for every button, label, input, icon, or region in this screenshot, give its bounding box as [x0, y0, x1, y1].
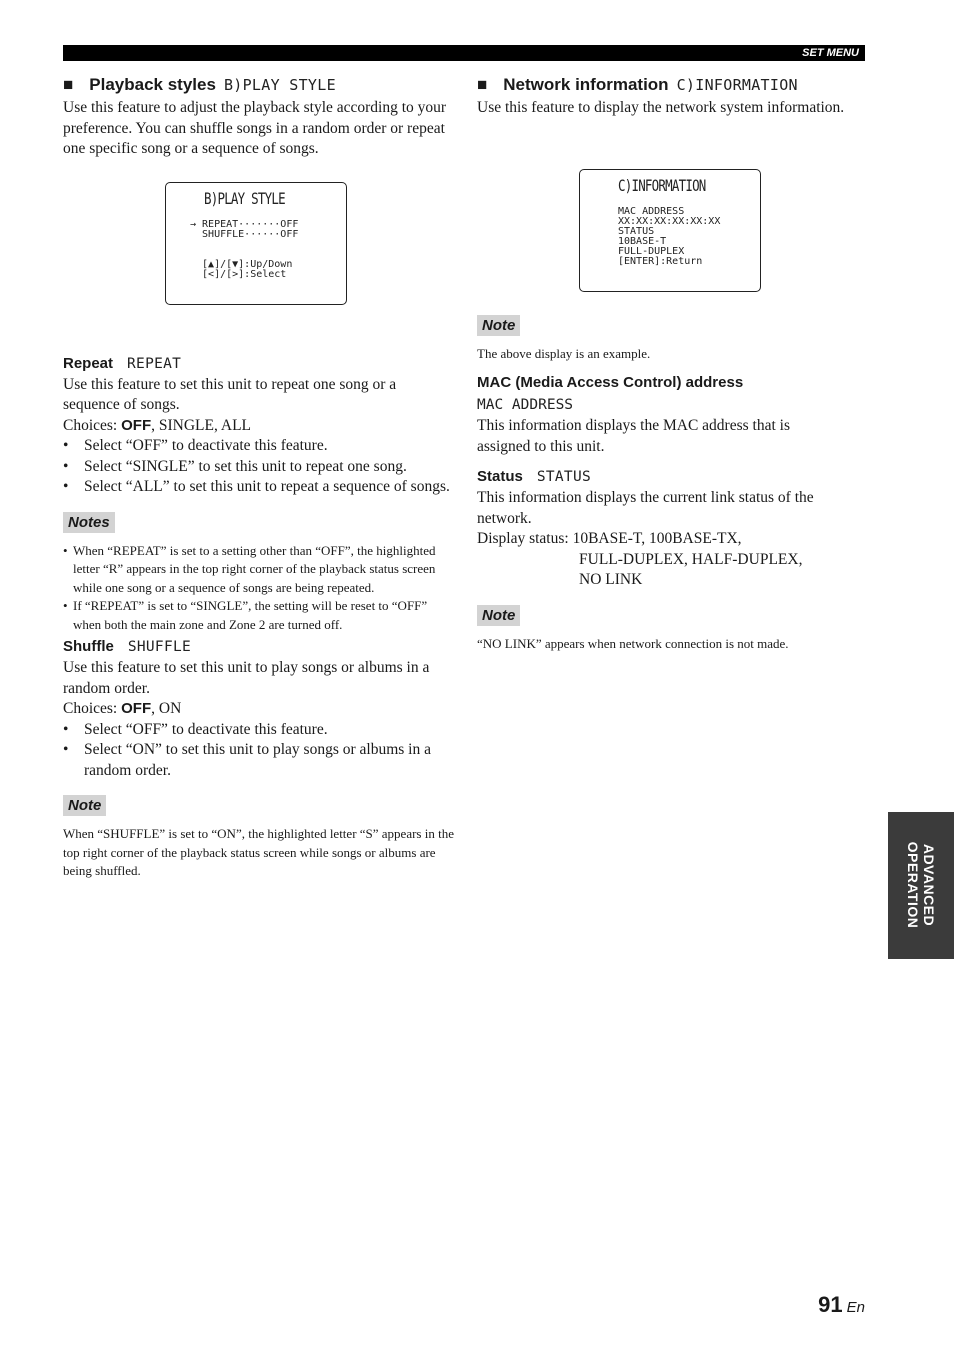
lcd-label: STATUS [536, 469, 592, 485]
list-item: • Select “ON” to set this unit to play songs or albums in a random order. [63, 740, 455, 781]
display-status-value: FULL-DUPLEX, HALF-DUPLEX, [579, 550, 803, 568]
status-note-text: “NO LINK” appears when network connection is not made. [477, 635, 789, 651]
display-status-list [477, 529, 847, 591]
list-item: • Select “OFF” to deactivate this feature. [63, 720, 455, 741]
status-note-block [477, 605, 847, 654]
notes-label: Notes [63, 512, 115, 533]
playback-styles-heading: ■ Playback styles B)PLAY STYLE [63, 75, 336, 94]
header-bar [63, 45, 865, 61]
shuffle-description: Use this feature to set this unit to play songs or albums in a random order. [63, 659, 430, 697]
status-heading: Status STATUS [477, 468, 592, 485]
screen-title: C)INFORMATION [618, 176, 706, 195]
status-description: This information displays the current link status of the network. [477, 489, 814, 527]
shuffle-options-list [63, 720, 455, 782]
language-label: En [846, 1299, 865, 1316]
display-note-text: The above display is an example. [477, 345, 651, 361]
mac-address-description: This information displays the MAC address that is assigned to this unit. [477, 417, 790, 455]
repeat-choices: Choices: OFF, SINGLE, ALL [63, 416, 252, 434]
display-status-label: Display status: [477, 530, 573, 547]
screen-lines: → REPEAT·······OFF SHUFFLE······OFF [▲]/[▼]:Up/Down [<]/[>]:Select [190, 219, 299, 280]
list-item: • When “REPEAT” is set to a setting other than “OFF”, the highlighted letter “R” appears in the top right corner of the playback status screen while one song or a sequence of songs are being repeated. [63, 542, 455, 598]
repeat-heading: Repeat REPEAT [63, 354, 182, 372]
play-style-screen [165, 182, 347, 305]
lcd-label: B)PLAY STYLE [223, 76, 336, 94]
network-information-description: Use this feature to display the network system information. [477, 99, 845, 116]
lcd-label: SHUFFLE [127, 639, 192, 655]
network-information-heading: ■ Network information C)INFORMATION [477, 75, 798, 94]
notes-list [63, 542, 455, 635]
right-column [477, 72, 847, 653]
chapter-tab-label: ADVANCED OPERATION [905, 841, 937, 929]
shuffle-note-block [63, 795, 455, 881]
note-label: Note [477, 605, 520, 626]
notes-block [63, 512, 455, 635]
repeat-options-list [63, 436, 455, 498]
page-number: 91 En [818, 1292, 865, 1317]
section-bullet-icon: ■ [477, 75, 488, 94]
lcd-label: C)INFORMATION [676, 76, 798, 94]
screen-lines: MAC ADDRESS XX:XX:XX:XX:XX:XX STATUS 10BASE-T FULL-DUPLEX [ENTER]:Return [618, 206, 721, 267]
section-label: SET MENU [802, 47, 859, 59]
display-status-value: NO LINK [579, 571, 643, 588]
playback-styles-description: Use this feature to adjust the playback style according to your preference. You can shuffle songs in a random order or repeat one specific song or a sequence of songs. [63, 99, 447, 157]
list-item: • Select “SINGLE” to set this unit to repeat one song. [63, 457, 455, 478]
list-item: • Select “ALL” to set this unit to repeat a sequence of songs. [63, 477, 455, 498]
display-status-value: 10BASE-T, 100BASE-TX, [572, 530, 742, 547]
shuffle-choices: Choices: OFF, ON [63, 700, 182, 717]
lcd-label: REPEAT [127, 355, 182, 372]
chapter-side-tab [888, 812, 954, 959]
repeat-description: Use this feature to set this unit to repeat one song or a sequence of songs. [63, 375, 397, 413]
mac-address-heading: MAC (Media Access Control) address [477, 374, 744, 391]
screen-title: B)PLAY STYLE [204, 189, 285, 208]
note-label: Note [477, 315, 520, 336]
list-item: • Select “OFF” to deactivate this feature. [63, 436, 455, 457]
section-bullet-icon: ■ [63, 75, 74, 94]
list-item: • If “REPEAT” is set to “SINGLE”, the setting will be reset to “OFF” when both the main zone and Zone 2 are turned off. [63, 597, 455, 634]
note-label: Note [63, 795, 106, 816]
mac-address-lcd-label: MAC ADDRESS [477, 397, 574, 413]
shuffle-note-text: When “SHUFFLE” is set to “ON”, the highlighted letter “S” appears in the top right corner of the playback status screen while songs or albums are being shuffled. [63, 826, 454, 878]
shuffle-heading: Shuffle SHUFFLE [63, 638, 192, 655]
information-screen [579, 169, 761, 292]
